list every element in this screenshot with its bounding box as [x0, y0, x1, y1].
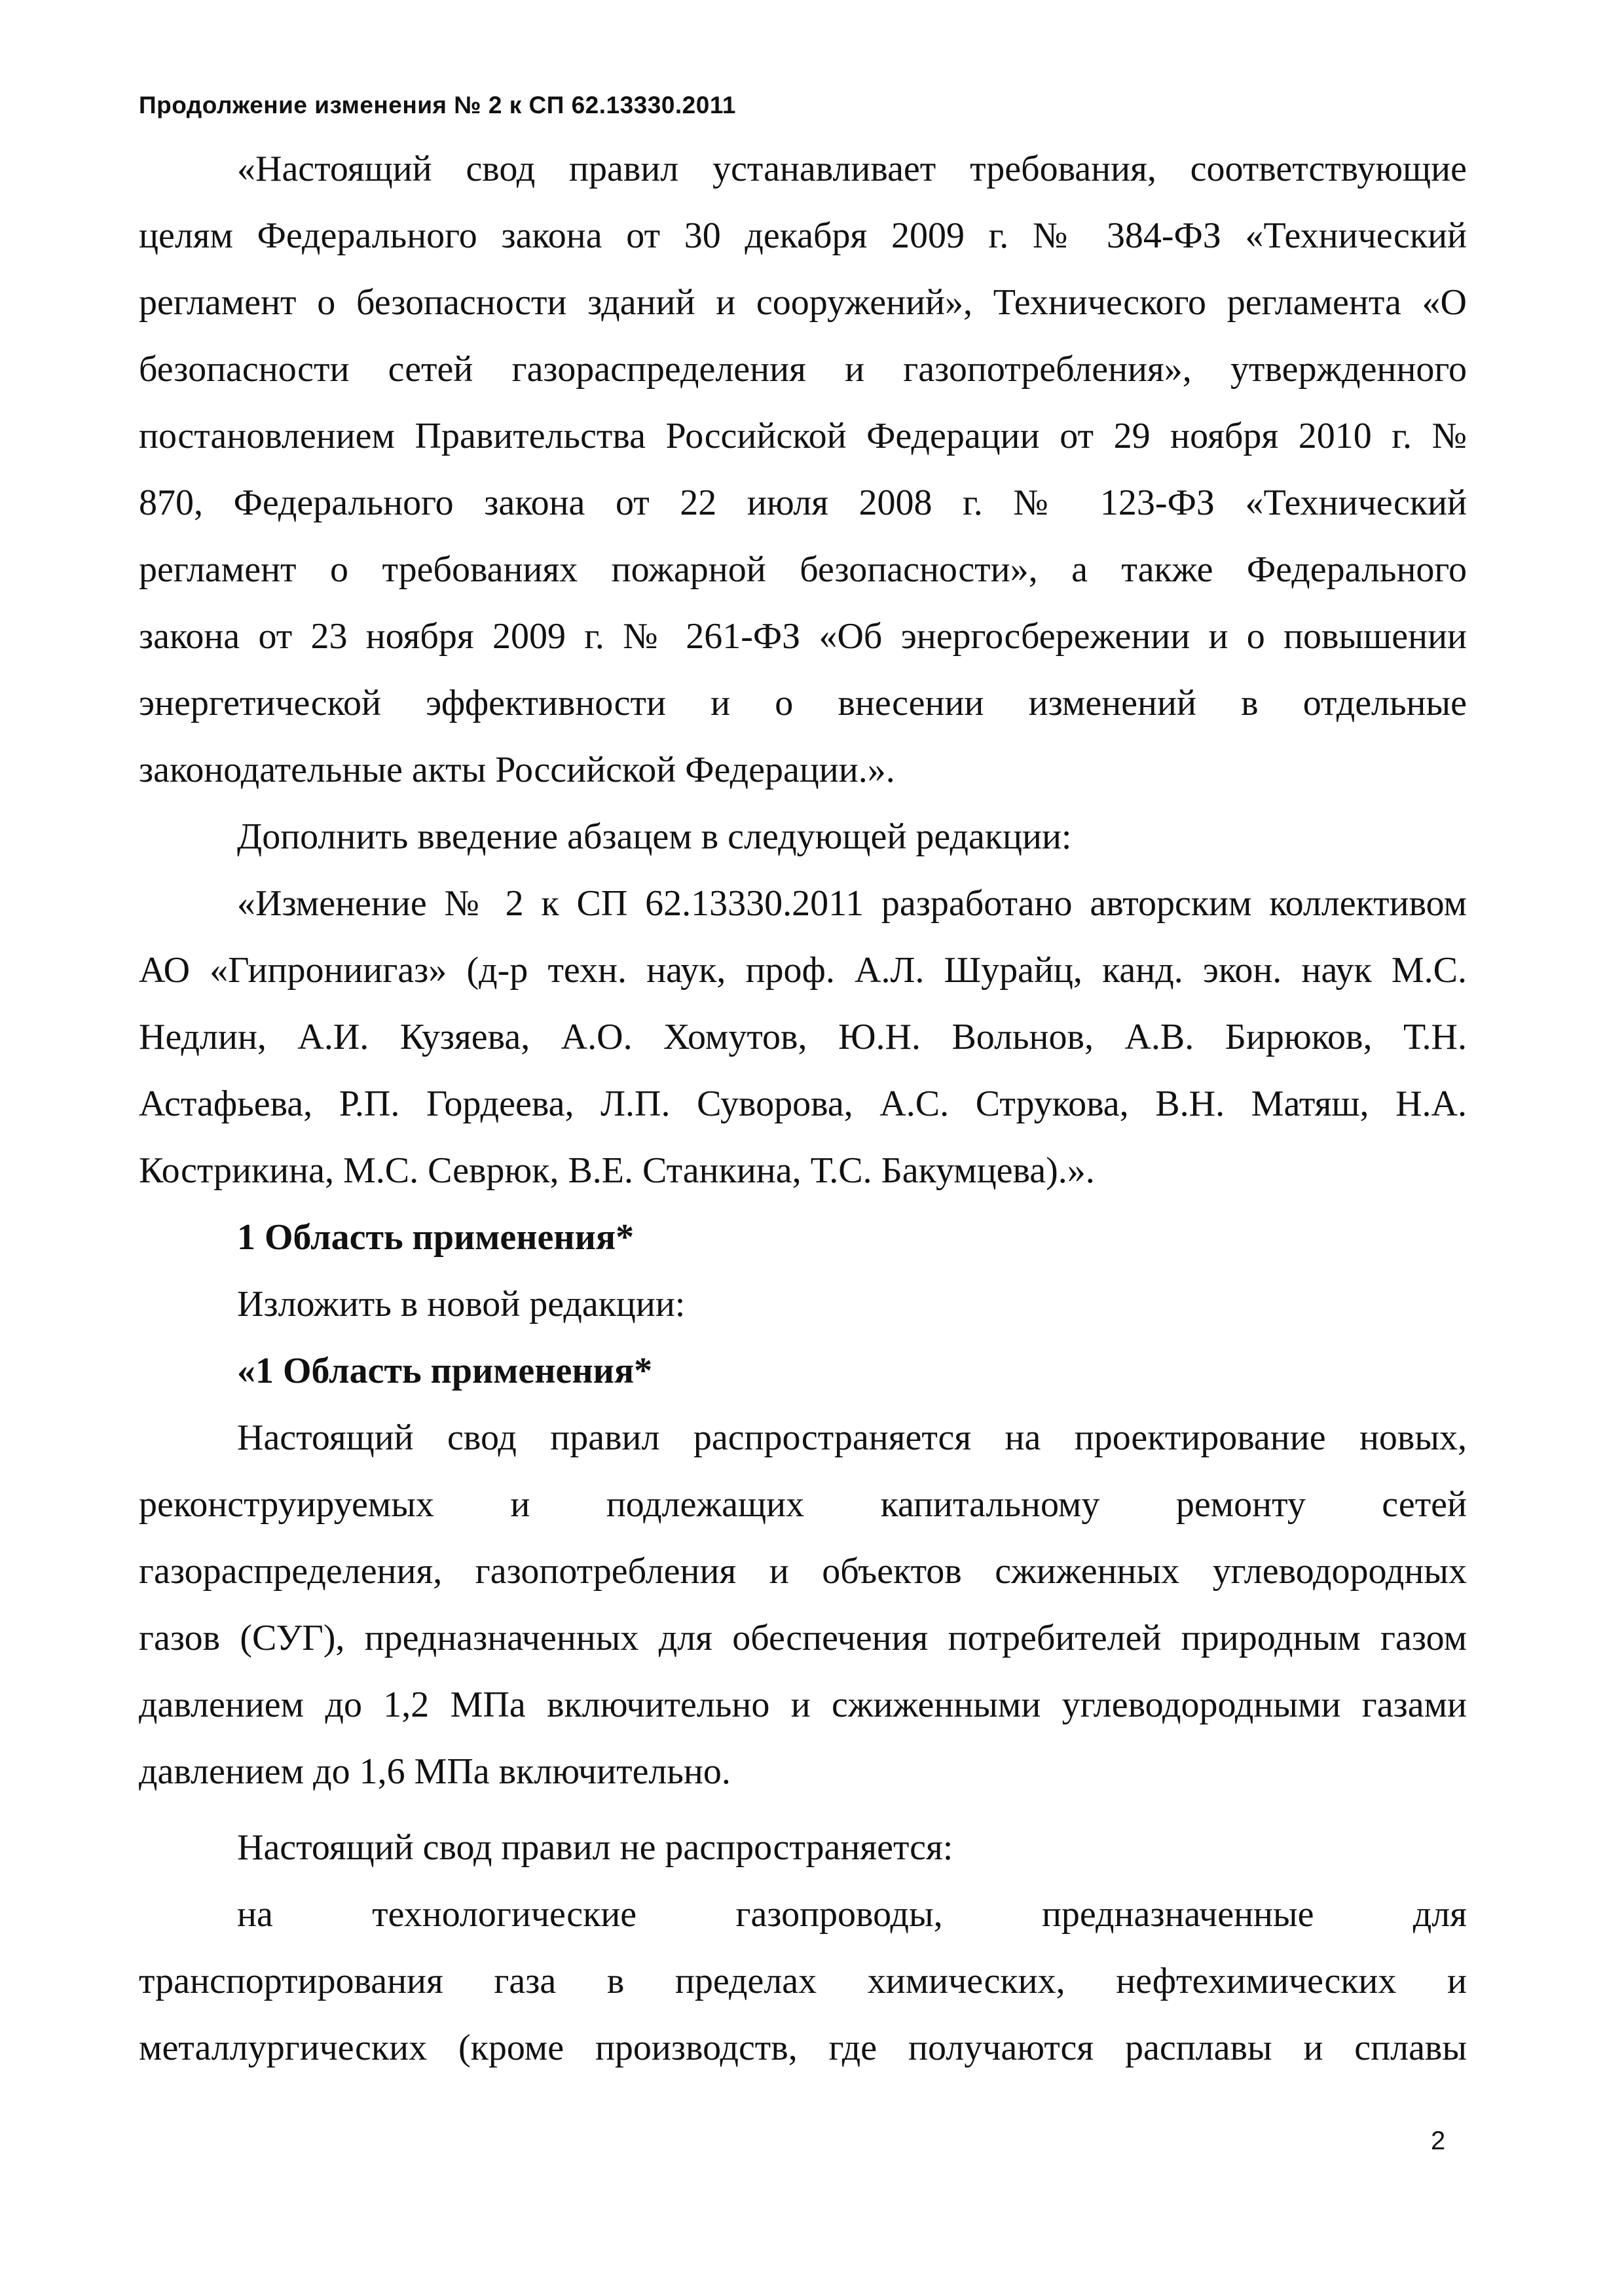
paragraph-line: реконструируемых и подлежащих капитальному ремонту сетей — [139, 1484, 1467, 1525]
paragraph-line: «Настоящий свод правил устанавливает требования, соответствующие — [237, 149, 1467, 189]
section-heading: «1 Область применения* — [237, 1351, 653, 1391]
paragraph-line: «Изменение № 2 к СП 62.13330.2011 разработано авторским коллективом — [237, 883, 1467, 924]
paragraph-line: Изложить в новой редакции: — [237, 1284, 686, 1324]
paragraph-line: Астафьева, Р.П. Гордеева, Л.П. Суворова, А.С. Струкова, В.Н. Матяш, Н.А. — [139, 1084, 1467, 1124]
paragraph-line: 870, Федерального закона от 22 июля 2008 г. № 123-ФЗ «Технический — [139, 483, 1467, 523]
paragraph-line: Недлин, А.И. Кузяева, А.О. Хомутов, Ю.Н. Вольнов, А.В. Бирюков, Т.Н. — [139, 1017, 1467, 1057]
paragraph-line: газов (СУГ), предназначенных для обеспечения потребителей природным газом — [139, 1618, 1467, 1658]
paragraph-line: целям Федерального закона от 30 декабря 2009 г. № 384-ФЗ «Технический — [139, 215, 1467, 256]
running-header: Продолжение изменения № 2 к СП 62.13330.2011 — [139, 92, 736, 118]
paragraph-line: Кострикина, М.С. Севрюк, В.Е. Станкина, Т.С. Бакумцева).». — [139, 1150, 1095, 1191]
paragraph-line: металлургических (кроме производств, где получаются расплавы и сплавы — [139, 2028, 1467, 2068]
paragraph-line: Настоящий свод правил не распространяется: — [237, 1827, 953, 1868]
paragraph-line: постановлением Правительства Российской Федерации от 29 ноября 2010 г. № — [139, 416, 1467, 456]
paragraph-line: регламент о безопасности зданий и сооружений», Технического регламента «О — [139, 282, 1467, 323]
paragraph-line: АО «Гипрониигаз» (д-р техн. наук, проф. А.Л. Шурайц, канд. экон. наук М.С. — [139, 950, 1467, 991]
paragraph-line: Настоящий свод правил распространяется на проектирование новых, — [237, 1417, 1467, 1458]
paragraph-line: энергетической эффективности и о внесении изменений в отдельные — [139, 683, 1467, 723]
paragraph-line: регламент о требованиях пожарной безопасности», а также Федерального — [139, 549, 1467, 590]
paragraph-line: давлением до 1,2 МПа включительно и сжиженными углеводородными газами — [139, 1685, 1467, 1725]
paragraph-line: закона от 23 ноября 2009 г. № 261-ФЗ «Об энергосбережении и о повышении — [139, 616, 1467, 657]
paragraph-line: Дополнить введение абзацем в следующей редакции: — [237, 816, 1072, 857]
paragraph-line: давлением до 1,6 МПа включительно. — [139, 1751, 731, 1792]
paragraph-line: на технологические газопроводы, предназначенные для — [237, 1894, 1467, 1935]
page-number: 2 — [1431, 2126, 1446, 2155]
paragraph-line: газораспределения, газопотребления и объектов сжиженных углеводородных — [139, 1551, 1467, 1592]
document-body — [139, 136, 1467, 2081]
section-heading: 1 Область применения* — [237, 1217, 635, 1258]
paragraph-line: транспортирования газа в пределах химических, нефтехимических и — [139, 1961, 1467, 2001]
paragraph-line: законодательные акты Российской Федерации.». — [139, 750, 895, 790]
paragraph-line: безопасности сетей газораспределения и газопотребления», утвержденного — [139, 349, 1467, 390]
